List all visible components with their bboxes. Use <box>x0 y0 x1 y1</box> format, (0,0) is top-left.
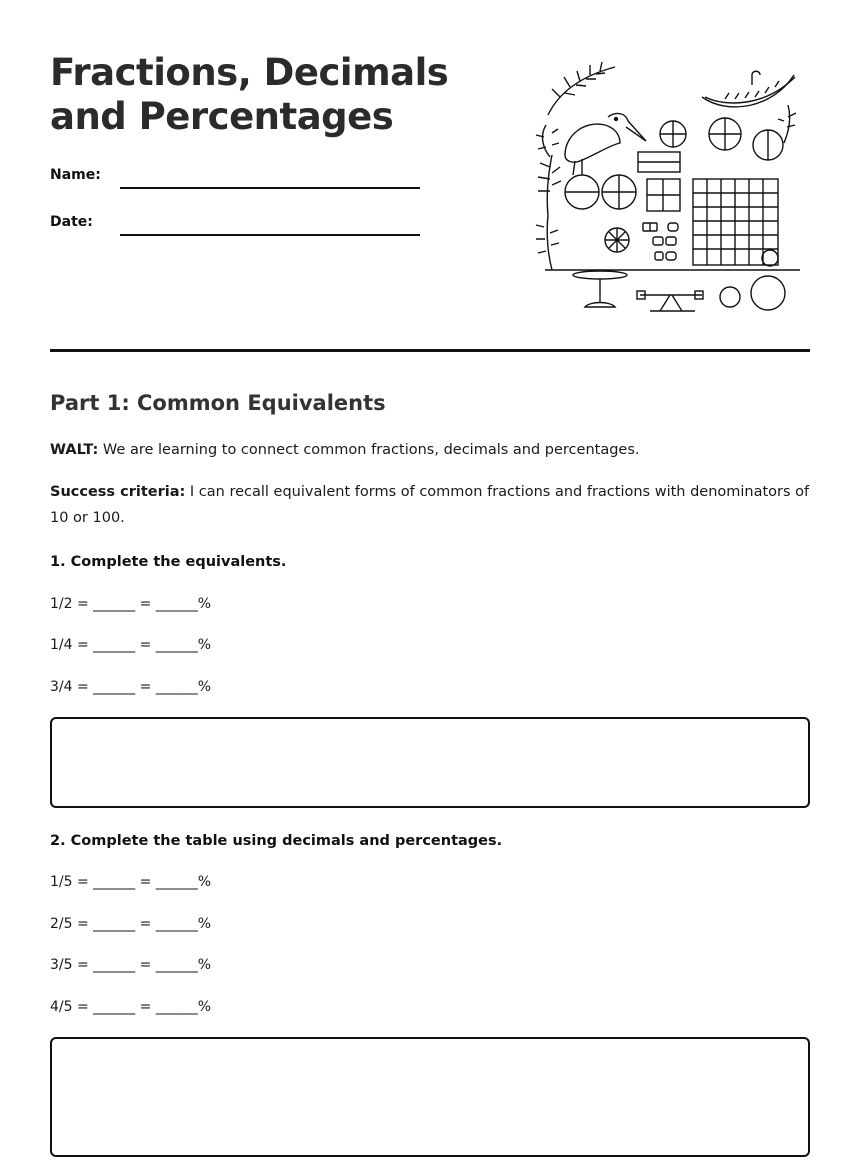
part1-heading: Part 1: Common Equivalents <box>50 391 386 415</box>
page-title: Fractions, Decimals and Percentages <box>50 51 449 138</box>
plant-icon <box>536 155 561 270</box>
canoe-icon <box>702 71 795 107</box>
date-line[interactable] <box>120 234 420 236</box>
equivalence-line[interactable]: 1/4 = ______ = ______% <box>50 637 212 653</box>
fractions-collage-illustration <box>530 55 810 320</box>
success-criteria-paragraph <box>50 479 810 531</box>
equivalence-line[interactable]: 1/2 = ______ = ______% <box>50 596 212 612</box>
date-field[interactable] <box>50 214 430 238</box>
fern-icon <box>536 62 615 157</box>
hundred-grid-icon <box>693 179 778 266</box>
name-field[interactable] <box>50 167 430 191</box>
cake-stand-icon <box>573 271 627 307</box>
date-label: Date: <box>50 214 93 230</box>
equivalence-line[interactable]: 3/5 = ______ = ______% <box>50 957 212 973</box>
question1-heading: 1. Complete the equivalents. <box>50 554 287 570</box>
equivalence-line[interactable]: 4/5 = ______ = ______% <box>50 999 212 1015</box>
walt-text: We are learning to connect common fractions, decimals and percentages. <box>98 442 640 458</box>
balance-scale-icon <box>637 291 703 311</box>
bird-icon <box>565 114 646 175</box>
name-line[interactable] <box>120 187 420 189</box>
equivalence-line[interactable]: 1/5 = ______ = ______% <box>50 874 212 890</box>
equivalence-line[interactable]: 2/5 = ______ = ______% <box>50 916 212 932</box>
success-criteria-label: Success criteria: <box>50 484 186 500</box>
walt-paragraph <box>50 437 810 463</box>
walt-label: WALT: <box>50 442 99 458</box>
name-label: Name: <box>50 167 101 183</box>
circle-large-icon <box>751 276 785 310</box>
equivalence-line[interactable]: 3/4 = ______ = ______% <box>50 679 212 695</box>
question2-heading: 2. Complete the table using decimals and percentages. <box>50 833 503 849</box>
header-divider <box>50 349 810 352</box>
circle-small-icon <box>720 287 740 307</box>
answer-box-1[interactable] <box>50 717 810 808</box>
success-criteria-text: I can recall equivalent forms of common fractions and fractions with denominators of 10 or 100. <box>50 484 810 526</box>
answer-box-2[interactable] <box>50 1037 810 1157</box>
